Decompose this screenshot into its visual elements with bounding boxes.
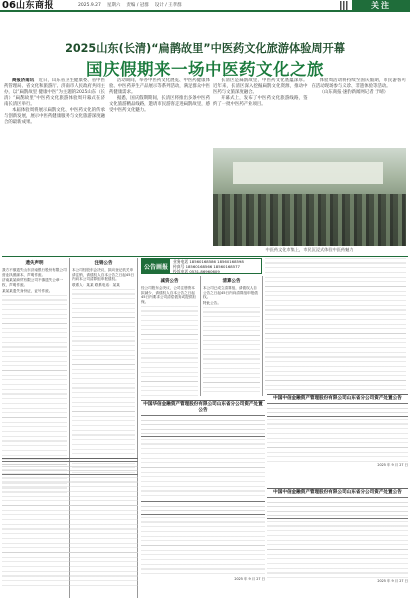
article-column-2 <box>109 78 210 254</box>
notice-heading: 遗失声明 <box>25 261 44 266</box>
photo-banner <box>233 162 383 184</box>
finance-filler <box>141 439 265 499</box>
editor-credit: 责编 / 冠群 <box>126 3 149 8</box>
notice-heading: 减资公告 <box>160 279 179 284</box>
article-column-4 <box>312 78 407 146</box>
notice-item: 本公司经股东会决议，拟向登记机关申请注销，请债权人自本公告之日起45日内向本公司清算组申报债权。 <box>72 268 135 282</box>
finance-date: 2025 年 9 月 27 日 <box>377 579 408 583</box>
finance-title: 中国中信金融资产管理股份有限公司山东省分公司资产处置公告 <box>273 396 402 401</box>
notice-filler <box>203 307 260 392</box>
finance-filler <box>141 517 265 577</box>
notice-filler <box>141 306 198 396</box>
ad-phones <box>170 259 244 274</box>
notice-column-4 <box>203 276 263 396</box>
notices-area <box>2 258 408 598</box>
finance-filler <box>2 477 138 587</box>
masthead <box>0 0 410 12</box>
finance-notice-3 <box>267 488 408 596</box>
photo-crowd <box>213 194 406 246</box>
headline-main: 2025山东(长清)“扁鹊故里”中医药文化旅游体验周开幕 <box>65 42 345 55</box>
finance-filler <box>267 521 408 579</box>
article-paragraph: 活动期间，举办中医药文化展览、中医药健康体验、中医药养生产品展示等系列活动，满足群众中医药健康需求。 <box>109 78 210 95</box>
notice-item: 特此公告。 <box>203 301 221 306</box>
article-paragraph: 长清区是扁鹊故里，中医药文化底蕴深厚。近年来，长清区深入挖掘扁鹊文化资源，推动中医药与文旅深度融合。 <box>213 78 308 95</box>
proof-credit: 设计 / 王孝群 <box>154 3 182 8</box>
finance-title: 中国中信金融资产管理股份有限公司山东省分公司资产处置公告 <box>273 490 402 495</box>
article-paragraph: 体验周活动将持续至国庆假期，市民游客可在活动现场参与义诊、非遗体验等活动。 <box>311 78 406 89</box>
notice-heading: 清算公告 <box>222 279 241 284</box>
ad-logo: 公告画报 <box>142 259 170 273</box>
ad-phone-line: 投诉电话 0531-86960609 <box>173 268 220 274</box>
ad-phone-line: 业务电话 18560168586 18560168598 <box>173 258 244 264</box>
article-byline: 商报济南讯 <box>12 78 35 83</box>
photo-caption: 中医药文化市集上，市民沉浸式体验中医药魅力 <box>265 247 354 252</box>
notice-heading: 注销公告 <box>94 261 113 266</box>
notice-filler <box>265 258 406 390</box>
notice-item: 联系人：某某 联系电话：某某 <box>72 283 120 288</box>
finance-filler <box>267 419 408 463</box>
finance-table <box>267 403 408 417</box>
article-paragraph: 本届体验周将展示扁鹊文化、中医药文化的传承与创新发展，展示中医药健康服务与文化旅游深度融合的最新成果。 <box>4 108 105 125</box>
ad-header <box>141 258 262 274</box>
qr-code-icon <box>340 1 349 10</box>
headline-sub: 国庆假期来一场中医药文化之旅 <box>86 60 324 79</box>
article-paragraph: 开幕式上，发布了中医药文化旅游线路，签约了一批中医药产业项目。 <box>213 96 308 107</box>
article-paragraph: 近日，山东省卫生健康委、省中医药管理局、省文化和旅游厅、济南市人民政府共同主办，以“扁鹊故里 健康中医”为主题的2025山东（长清）“扁鹊故里”中医药文化旅游体验周开幕式在济南长清区举行。 <box>4 78 105 107</box>
section-divider <box>2 256 408 257</box>
paper-name: 山东商报 <box>16 1 55 11</box>
issue-weekday: 星期六 <box>106 3 121 8</box>
finance-title: 中国华信金融资产管理股份有限公司山东省分公司资产处置公告 <box>143 402 263 413</box>
article-paragraph: （山东商报·速豹新闻网记者 于晴） <box>319 90 389 95</box>
finance-date: 2025 年 9 月 27 日 <box>377 463 408 467</box>
notice-item: 经公司股东会决议，公司注册资本拟减少，请债权人自本公告之日起45日内要求公司清偿债务或提供担保。 <box>141 286 196 305</box>
article-paragraph: 据悉，国庆假期期间，长清区将推出多条中医药文化旅游精品线路，邀请市民游客走进扁鹊故里，感受中医药文化魅力。 <box>109 96 210 113</box>
article-column-1 <box>4 78 105 254</box>
notice-item: 济南某某商贸有限公司不慎遗失公章一枚，声明作废。 <box>2 278 64 288</box>
finance-notice-2 <box>267 394 408 484</box>
notice-item: 某某某遗失身份证，证号作废。 <box>2 288 53 293</box>
finance-notice-left <box>2 458 138 596</box>
finance-table <box>2 461 138 475</box>
article-photo <box>213 148 406 246</box>
article-body-right <box>213 78 406 146</box>
issue-date: 2025.9.27 <box>78 3 101 8</box>
finance-table <box>141 415 265 437</box>
notice-column-3 <box>141 276 201 396</box>
article-body <box>4 78 210 254</box>
notice-item: 本公司已成立清算组，请债权人自公告之日起45日内向清算组申报债权。 <box>203 286 258 300</box>
ad-phone-line: 传真号 18560168566 18560168577 <box>173 263 240 269</box>
finance-date: 2025 年 9 月 27 日 <box>234 577 265 581</box>
finance-table <box>267 497 408 519</box>
page-number: 06 <box>2 0 16 11</box>
article-column-3 <box>213 78 308 146</box>
section-label: 关注 <box>352 0 410 12</box>
notice-item: 我方不慎遗失山东济南银行股份有限公司营业执照副本，声明作废。 <box>2 268 67 277</box>
masthead-meta <box>78 2 182 10</box>
finance-notice-1 <box>141 400 265 596</box>
finance-table <box>141 501 265 515</box>
